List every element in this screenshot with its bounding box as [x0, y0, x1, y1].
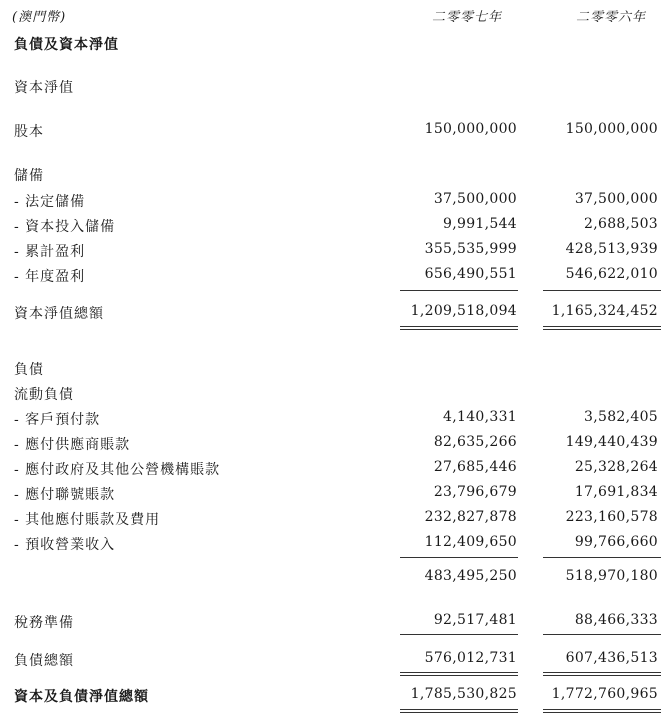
total-double-rule: [543, 675, 661, 676]
liabilities-total-2007: 576,012,731: [424, 650, 517, 666]
subtotal-rule: [543, 557, 661, 558]
subtotal-rule: [400, 290, 518, 291]
share-capital-2006: 150,000,000: [565, 121, 658, 137]
liability-2007: 27,685,446: [433, 459, 517, 475]
column-header-2006: 二零零六年: [576, 10, 647, 25]
total-double-rule: [543, 329, 661, 330]
liability-label: - 應付供應商賬款: [14, 437, 131, 453]
total-double-rule: [400, 672, 518, 673]
equity-total-2007: 1,209,518,094: [410, 303, 517, 319]
column-header-2007: 二零零七年: [432, 10, 503, 25]
currency-note: (澳門幣): [12, 10, 67, 25]
liability-label: - 客戶預付款: [14, 412, 101, 428]
liability-row: [0, 459, 670, 479]
liability-2007: 4,140,331: [443, 409, 517, 425]
liability-row: [0, 434, 670, 454]
total-double-rule: [400, 326, 518, 327]
reserve-2006: 37,500,000: [574, 191, 658, 207]
grand-total-double-rule: [400, 712, 518, 713]
total-double-rule: [543, 326, 661, 327]
subtotal-rule: [400, 634, 518, 635]
reserve-row: [0, 216, 670, 236]
liability-2007: 23,796,679: [433, 484, 517, 500]
liability-2006: 25,328,264: [574, 459, 658, 475]
section-title-row: [0, 34, 670, 54]
grand-total-double-rule: [543, 709, 661, 710]
reserve-row: [0, 266, 670, 286]
subtotal-rule: [543, 290, 661, 291]
reserve-row: [0, 241, 670, 261]
grand-total-2006: 1,772,760,965: [551, 686, 658, 702]
liability-row: [0, 509, 670, 529]
liability-2007: 232,827,878: [424, 509, 517, 525]
page-title: 負債及資本淨值: [14, 37, 119, 53]
tax-provision-row: [0, 612, 670, 632]
liability-2006: 149,440,439: [565, 434, 658, 450]
liability-2006: 17,691,834: [574, 484, 658, 500]
liability-2006: 99,766,660: [574, 534, 658, 550]
liability-row: [0, 409, 670, 429]
current-liabilities-heading: 流動負債: [14, 387, 74, 403]
total-double-rule: [543, 672, 661, 673]
liabilities-total-row: [0, 650, 670, 670]
reserve-label: - 法定儲備: [14, 194, 86, 210]
liability-2007: 112,409,650: [424, 534, 517, 550]
equity-heading-row: [0, 77, 670, 97]
current-liabilities-total-row: [0, 568, 670, 588]
liabilities-heading: 負債: [14, 362, 44, 378]
tax-provision-2007: 92,517,481: [433, 612, 517, 628]
reserve-label: - 年度盈利: [14, 269, 86, 285]
liabilities-total-2006: 607,436,513: [565, 650, 658, 666]
equity-heading: 資本淨值: [14, 80, 74, 96]
liabilities-heading-row: [0, 359, 670, 379]
reserve-label: - 資本投入儲備: [14, 219, 116, 235]
share-capital-2007: 150,000,000: [424, 121, 517, 137]
liability-2007: 82,635,266: [433, 434, 517, 450]
grand-total-double-rule: [400, 709, 518, 710]
grand-total-2007: 1,785,530,825: [410, 686, 517, 702]
liability-2006: 3,582,405: [584, 409, 658, 425]
reserves-heading: 儲備: [14, 168, 44, 184]
share-capital-row: [0, 121, 670, 141]
grand-total-label: 資本及負債淨值總額: [14, 689, 149, 705]
reserve-2007: 355,535,999: [424, 241, 517, 257]
subtotal-rule: [543, 634, 661, 635]
reserve-row: [0, 191, 670, 211]
subtotal-rule: [400, 557, 518, 558]
total-double-rule: [400, 675, 518, 676]
equity-total-label: 資本淨值總額: [14, 306, 104, 322]
liability-label: - 應付政府及其他公營機構賬款: [14, 462, 221, 478]
current-total-2006: 518,970,180: [565, 568, 658, 584]
tax-provision-label: 稅務準備: [14, 615, 74, 631]
reserve-2006: 428,513,939: [565, 241, 658, 257]
total-double-rule: [400, 329, 518, 330]
liability-row: [0, 534, 670, 554]
grand-total-double-rule: [543, 712, 661, 713]
current-liabilities-heading-row: [0, 384, 670, 404]
equity-total-row: [0, 303, 670, 323]
liability-row: [0, 484, 670, 504]
tax-provision-2006: 88,466,333: [574, 612, 658, 628]
liability-2006: 223,160,578: [565, 509, 658, 525]
liabilities-total-label: 負債總額: [14, 653, 74, 669]
equity-total-2006: 1,165,324,452: [551, 303, 658, 319]
liability-label: - 其他應付賬款及費用: [14, 512, 161, 528]
reserve-2006: 2,688,503: [584, 216, 658, 232]
reserve-2007: 656,490,551: [424, 266, 517, 282]
grand-total-row: [0, 686, 670, 706]
reserves-heading-row: [0, 165, 670, 185]
liability-label: - 應付聯號賬款: [14, 487, 116, 503]
reserve-2006: 546,622,010: [565, 266, 658, 282]
share-capital-label: 股本: [14, 124, 44, 140]
liability-label: - 預收營業收入: [14, 537, 116, 553]
reserve-label: - 累計盈利: [14, 244, 86, 260]
reserve-2007: 9,991,544: [443, 216, 517, 232]
current-total-2007: 483,495,250: [424, 568, 517, 584]
reserve-2007: 37,500,000: [433, 191, 517, 207]
